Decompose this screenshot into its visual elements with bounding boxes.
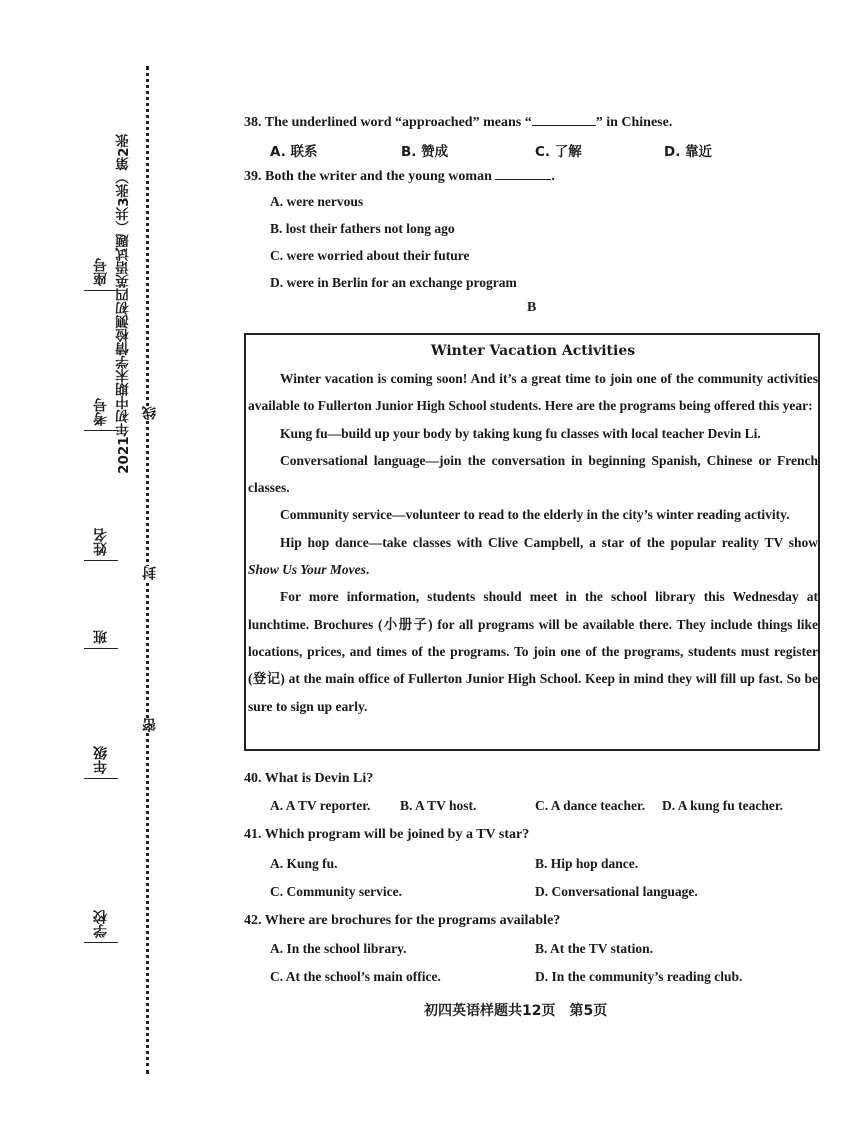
section-label-b: B <box>527 300 537 315</box>
q42-stem: 42. Where are brochures for the programs available? <box>244 913 561 928</box>
school-blank[interactable] <box>84 942 118 1001</box>
q42-option-c[interactable]: C. At the school’s main office. <box>270 969 441 984</box>
program-term: Hip hop dance <box>280 534 369 550</box>
name-field <box>84 528 118 619</box>
passage-title: Winter Vacation Activities <box>430 343 636 359</box>
grade-field <box>84 746 118 837</box>
program-desc: —join the conversation in beginning Spanish, Chinese or French classes. <box>248 452 818 496</box>
q39-option-d[interactable]: D. were in Berlin for an exchange program <box>270 275 517 290</box>
q41-option-c[interactable]: C. Community service. <box>270 884 402 899</box>
exam-no-field <box>84 398 118 489</box>
tv-show-title: Show Us Your Moves <box>248 562 366 578</box>
q40-option-d[interactable]: D. A kung fu teacher. <box>662 798 784 813</box>
q38-stem-post: ” in Chinese. <box>595 115 673 130</box>
program-term: Kung fu <box>280 425 328 441</box>
q42-option-b[interactable]: B. At the TV station. <box>535 941 654 956</box>
q39-option-c[interactable]: C. were worried about their future <box>270 248 470 263</box>
q41-option-d[interactable]: D. Conversational language. <box>535 884 698 899</box>
exam-no-blank[interactable] <box>84 430 118 489</box>
program-term: Community service <box>280 507 393 523</box>
q41-option-a[interactable]: A. Kung fu. <box>270 856 338 871</box>
q38-option-c[interactable]: C. 了解 <box>535 144 582 160</box>
q40-option-c[interactable]: C. A dance teacher. <box>535 798 646 813</box>
exam-title: 2021年初中期末学情检测初四英语试题（共3张）第2张 <box>116 134 132 474</box>
program-kung-fu <box>248 420 818 447</box>
q42-option-a[interactable]: A. In the school library. <box>270 941 407 956</box>
q38-option-a[interactable]: A. 联系 <box>270 144 318 160</box>
q38-option-b[interactable]: B. 赞成 <box>401 144 449 160</box>
class-label: 班 <box>93 630 109 644</box>
q40-option-a[interactable]: A. A TV reporter. <box>270 798 371 813</box>
seat-blank[interactable] <box>84 290 118 349</box>
name-blank[interactable] <box>84 560 118 619</box>
q39-option-b[interactable]: B. lost their fathers not long ago <box>270 221 455 236</box>
seal-char-feng: 封 <box>142 566 158 580</box>
q38-stem-pre: 38. The underlined word “approached” means “ <box>244 115 532 130</box>
grade-blank[interactable] <box>84 778 118 837</box>
q39-stem <box>244 167 555 185</box>
passage-closing: For more information, students should meet in the school library this Wednesday at lunchtime. Brochures (小册子) for all programs will be available there. They include things like locations, prices, and times of the programs. To join one of the programs, students must register (登记) at the main office of Fullerton Junior High School. Keep in mind they will fill up fast. So be sure to sign up early. <box>248 589 818 714</box>
q39-blank[interactable] <box>495 167 551 180</box>
passage-intro: Winter vacation is coming soon! And it’s a great time to join one of the community activities available to Fullerton Junior High School students. Here are the programs being offered this year: <box>248 371 818 414</box>
q41-option-b[interactable]: B. Hip hop dance. <box>535 856 639 871</box>
program-community-service <box>248 501 818 528</box>
seat-label: 座号 <box>93 258 109 286</box>
program-conversational-language <box>248 447 818 502</box>
program-desc-end: . <box>365 562 370 578</box>
class-field <box>84 630 118 707</box>
page-footer: 初四英语样题共12页 第5页 <box>424 1003 608 1019</box>
grade-label: 年级 <box>93 746 109 774</box>
q40-option-b[interactable]: B. A TV host. <box>400 798 477 813</box>
q40-stem: 40. What is Devin Li? <box>244 771 374 786</box>
q38-stem <box>244 113 672 131</box>
program-hip-hop-dance <box>248 529 818 584</box>
q39-stem-pre: 39. Both the writer and the young woman <box>244 169 492 184</box>
program-desc: —build up your body by taking kung fu classes with local teacher Devin Li. <box>327 425 761 441</box>
program-term: Conversational language <box>280 452 426 468</box>
seal-char-mi: 密 <box>142 718 158 732</box>
passage-box <box>244 333 820 751</box>
class-blank[interactable] <box>84 648 118 707</box>
program-desc: —volunteer to read to the elderly in the city’s winter reading activity. <box>392 507 790 523</box>
q42-option-d[interactable]: D. In the community’s reading club. <box>535 969 743 984</box>
exam-no-label: 考号 <box>93 398 109 426</box>
q38-blank[interactable] <box>532 113 596 126</box>
q39-option-a[interactable]: A. were nervous <box>270 194 364 209</box>
school-label: 学校 <box>93 910 109 938</box>
name-label: 姓名 <box>93 528 109 556</box>
school-field <box>84 910 118 1001</box>
seal-char-xian: 线 <box>142 406 158 420</box>
q41-stem: 41. Which program will be joined by a TV star? <box>244 827 530 842</box>
q39-stem-post: . <box>551 169 555 184</box>
q38-option-d[interactable]: D. 靠近 <box>664 144 713 160</box>
seat-field <box>84 258 118 349</box>
program-desc: —take classes with Clive Campbell, a star of the popular reality TV show <box>368 534 818 550</box>
